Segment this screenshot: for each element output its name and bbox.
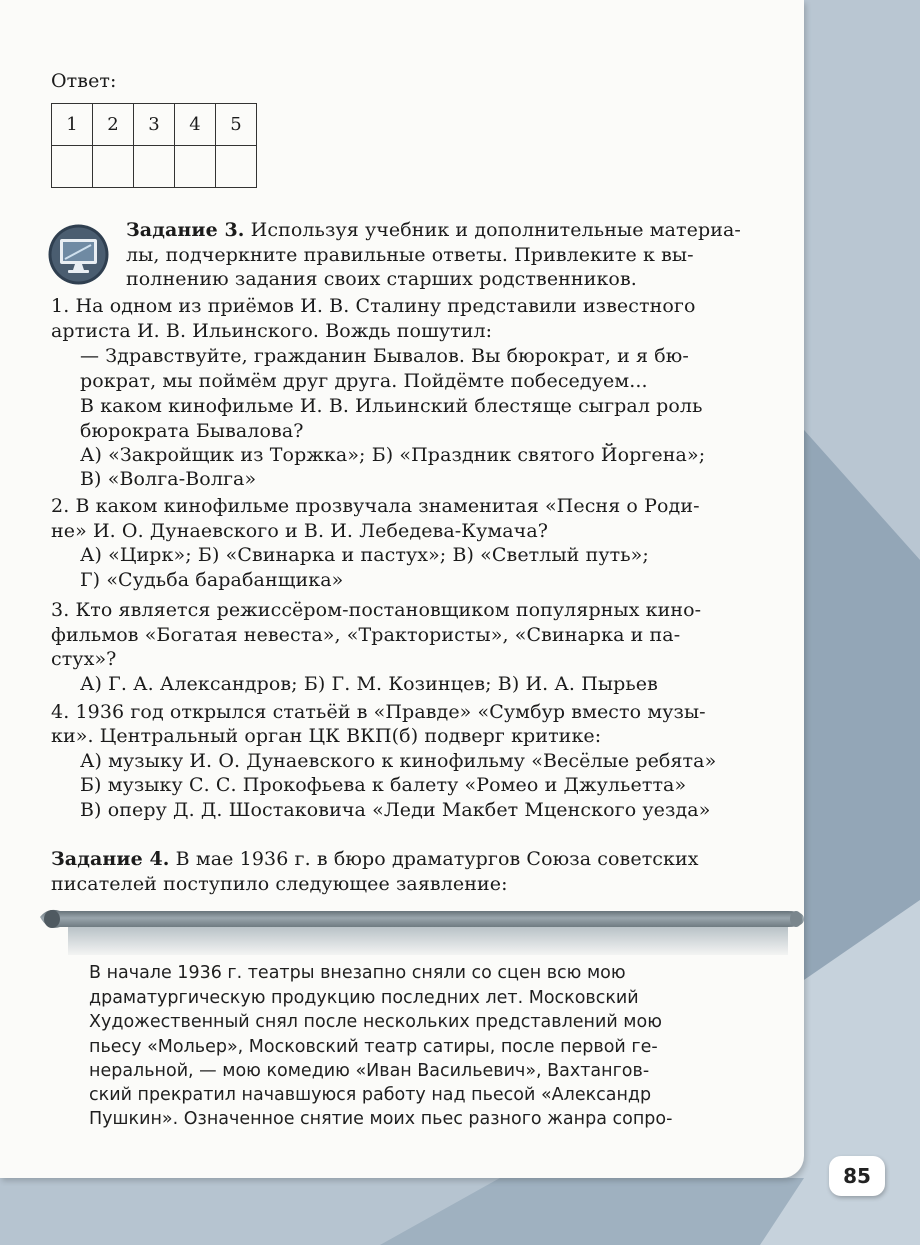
question-line-7: А) «Закройщик из Торжка»; Б) «Праздник святого Йоргена»; [80,444,706,466]
question-line-6: бюрократа Бывалова? [80,420,304,442]
answer-cell-5[interactable] [216,146,257,188]
question-line-21: В) оперу Д. Д. Шостаковича «Леди Макбет Мценского уезда» [80,799,711,821]
task3-intro-line-1: Задание 3. Используя учебник и дополнительные материа- [126,219,741,241]
question-line-2: артиста И. В. Ильинского. Вождь пошутил: [51,320,493,342]
document-line-7: Пушкин». Означенное снятие моих пьес разного жанра сопро- [89,1109,673,1129]
question-line-5: В каком кинофильме И. В. Ильинский блестяще сыграл роль [80,395,703,417]
question-line-4: рократ, мы поймём друг друга. Пойдёмте побеседуем... [80,370,648,392]
question-line-14: фильмов «Богатая невеста», «Трактористы», «Свинарка и па- [51,624,681,646]
answer-header-1: 1 [52,104,93,146]
question-line-12: Г) «Судьба барабанщика» [80,569,344,591]
question-line-17: 4. 1936 год открылся статьёй в «Правде» «Сумбур вместо музы- [51,701,706,723]
question-line-9: 2. В каком кинофильме прозвучала знаменитая «Песня о Роди- [51,495,700,517]
question-line-13: 3. Кто является режиссёром-постановщиком популярных кино- [51,599,702,621]
answer-cell-3[interactable] [134,146,175,188]
answer-header-5: 5 [216,104,257,146]
question-line-19: А) музыку И. О. Дунаевского к кинофильму «Весёлые ребята» [80,750,717,772]
document-line-5: неральной, — мою комедию «Иван Васильевич», Вахтангов- [89,1061,650,1081]
question-line-16: А) Г. А. Александров; Б) Г. М. Козинцев; В) И. А. Пырьев [80,673,658,695]
question-line-11: А) «Цирк»; Б) «Свинарка и пастух»; В) «Светлый путь»; [80,544,649,566]
task3-intro-line-2: лы, подчеркните правильные ответы. Привлеките к вы- [126,244,694,266]
question-line-8: В) «Волга-Волга» [80,468,257,490]
document-line-4: пьесу «Мольер», Московский театр сатиры, после первой ге- [89,1037,658,1057]
question-line-1: 1. На одном из приёмов И. В. Сталину представили известного [51,295,696,317]
answer-header-3: 3 [134,104,175,146]
question-line-20: Б) музыку С. С. Прокофьева к балету «Ромео и Джульетта» [80,774,687,796]
document-line-3: Художественный снял после нескольких представлений мою [89,1012,662,1032]
answer-cell-2[interactable] [93,146,134,188]
task3-intro-line-3: полнению задания своих старших родственников. [126,268,637,290]
answer-header-2: 2 [93,104,134,146]
task4-line-2: писателей поступило следующее заявление: [51,873,508,895]
document-line-6: ский прекратил начавшуюся работу над пьесой «Александр [89,1085,652,1105]
document-line-2: драматургическую продукцию последних лет. Московский [89,988,639,1008]
answer-cell-4[interactable] [175,146,216,188]
answer-label: Ответ: [51,70,117,92]
task3-title: Задание 3. [126,219,245,241]
document-line-1: В начале 1936 г. театры внезапно сняли со сцен всю мою [89,963,626,983]
answer-table [51,103,257,188]
task4-line-1: Задание 4. В мае 1936 г. в бюро драматургов Союза советских [51,848,699,870]
task4-title: Задание 4. [51,848,170,870]
question-line-15: стух»? [51,648,117,670]
question-line-18: ки». Центральный орган ЦК ВКП(б) подверг критике: [51,725,602,747]
question-line-10: не» И. О. Дунаевского и В. И. Лебедева-Кумача? [51,520,549,542]
page-number: 85 [829,1156,885,1196]
question-line-3: — Здравствуйте, гражданин Бывалов. Вы бюрократ, и я бю- [80,345,689,367]
answer-cell-1[interactable] [52,146,93,188]
computer-monitor-icon [47,223,110,286]
answer-header-4: 4 [175,104,216,146]
scroll-decoration [40,905,808,955]
